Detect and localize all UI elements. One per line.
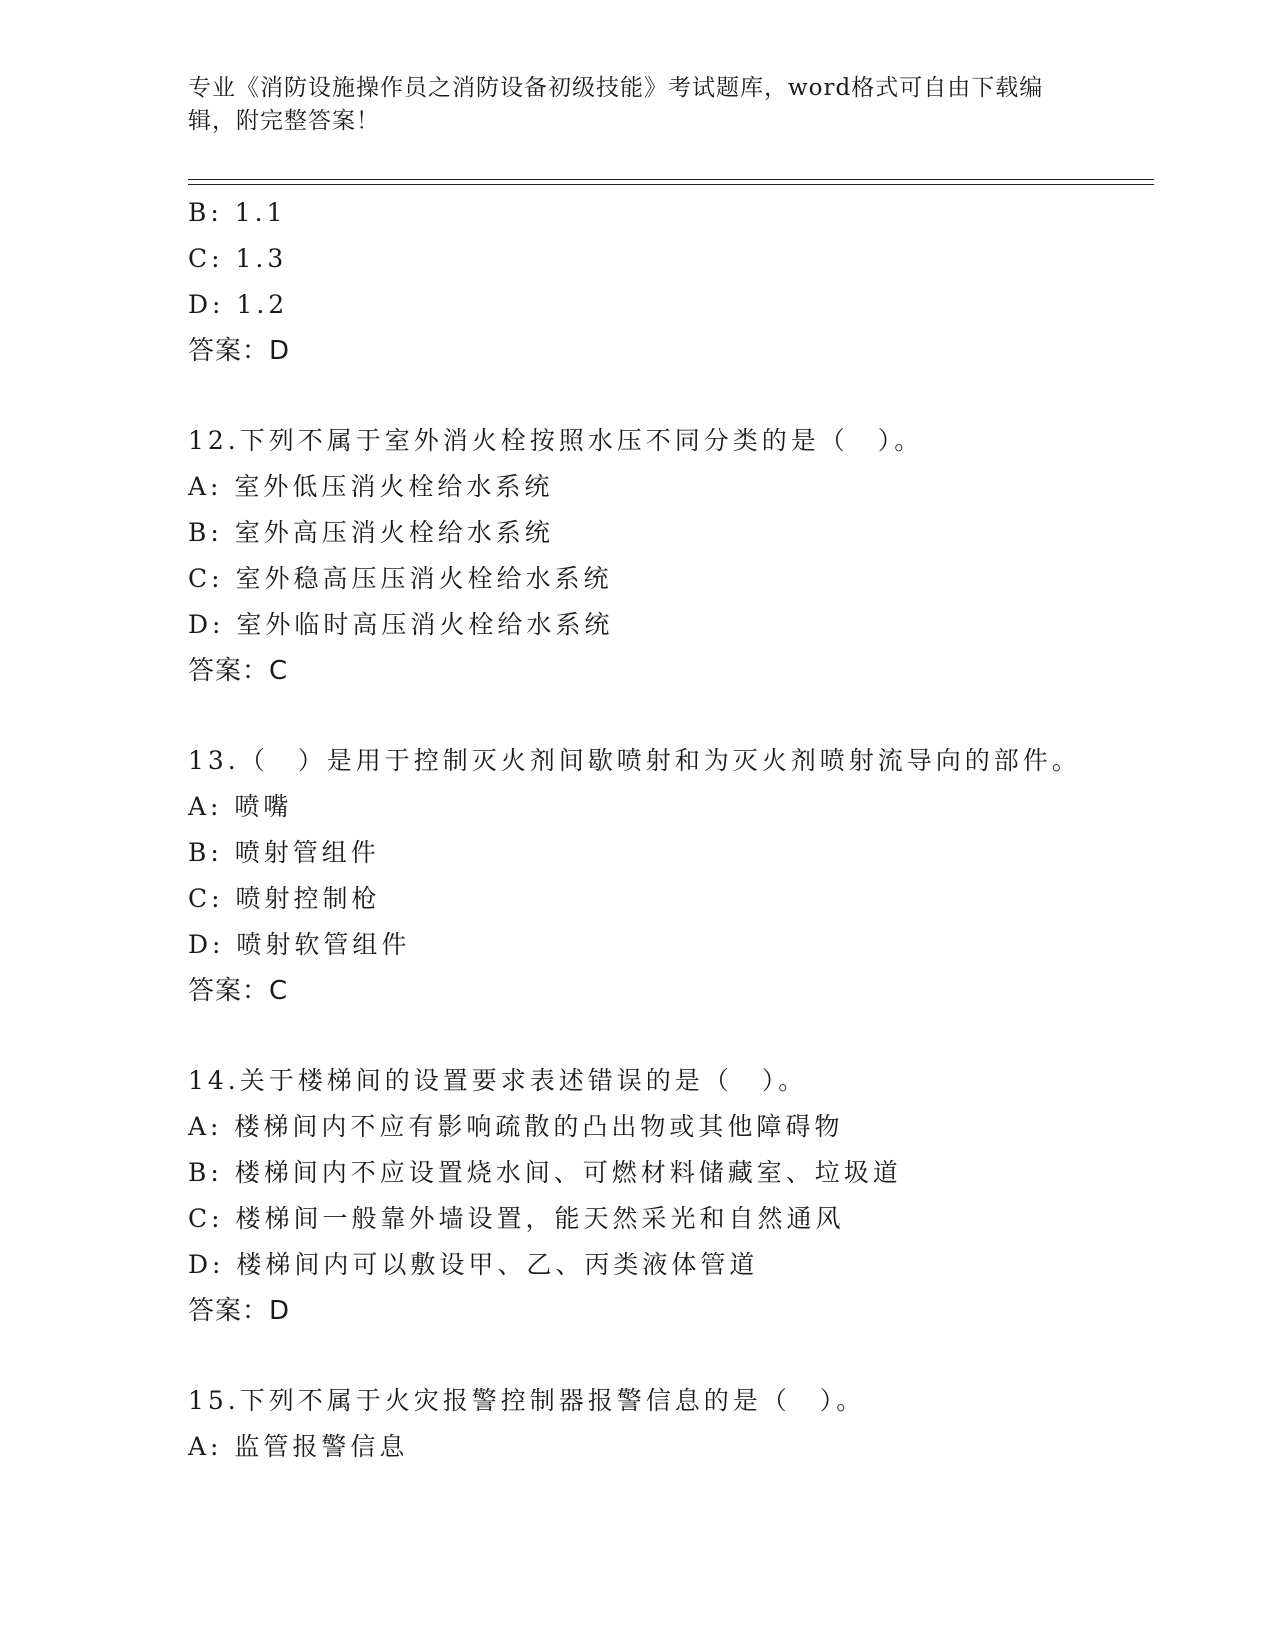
option-line: C: 楼梯间一般靠外墙设置，能天然采光和自然通风 (188, 1204, 845, 1233)
option-line: A: 监管报警信息 (188, 1432, 409, 1461)
option-line: B: 1.1 (188, 198, 287, 227)
option-line: C: 1.3 (188, 244, 288, 273)
question-stem: 15.下列不属于火灾报警控制器报警信息的是（ ）。 (188, 1386, 866, 1415)
header-line-1: 专业《消防设施操作员之消防设备初级技能》考试题库，word格式可自由下载编 (188, 75, 1044, 101)
question-block (188, 1378, 1154, 1470)
question-block (188, 738, 1154, 1014)
document-header (188, 72, 1078, 138)
answer-line: 答案：C (188, 656, 289, 686)
option-line: D: 1.2 (188, 290, 289, 319)
option-line: A: 楼梯间内不应有影响疏散的凸出物或其他障碍物 (188, 1112, 844, 1141)
question-stem: 14.关于楼梯间的设置要求表述错误的是（ ）。 (188, 1066, 808, 1095)
header-rule-bottom (188, 184, 1154, 185)
answer-line: 答案：C (188, 976, 289, 1006)
answer-line: 答案：D (188, 1296, 291, 1326)
option-line: D: 楼梯间内可以敷设甲、乙、丙类液体管道 (188, 1250, 759, 1279)
option-line: A: 喷嘴 (188, 792, 293, 821)
header-rule-top (188, 179, 1154, 180)
answer-line: 答案：D (188, 336, 291, 366)
question-block (188, 190, 1154, 374)
header-line-2: 辑，附完整答案！ (188, 108, 380, 134)
question-block (188, 418, 1154, 694)
question-stem: 12.下列不属于室外消火栓按照水压不同分类的是（ ）。 (188, 426, 924, 455)
question-content (188, 190, 1154, 1470)
option-line: D: 室外临时高压消火栓给水系统 (188, 610, 614, 639)
question-stem: 13.（ ）是用于控制灭火剂间歇喷射和为灭火剂喷射流导向的部件。 (188, 746, 1081, 775)
option-line: C: 室外稳高压压消火栓给水系统 (188, 564, 613, 593)
option-line: D: 喷射软管组件 (188, 930, 411, 959)
option-line: C: 喷射控制枪 (188, 884, 381, 913)
option-line: B: 室外高压消火栓给水系统 (188, 518, 554, 547)
option-line: B: 楼梯间内不应设置烧水间、可燃材料储藏室、垃圾道 (188, 1158, 902, 1187)
option-line: B: 喷射管组件 (188, 838, 380, 867)
option-line: A: 室外低压消火栓给水系统 (188, 472, 554, 501)
question-block (188, 1058, 1154, 1334)
